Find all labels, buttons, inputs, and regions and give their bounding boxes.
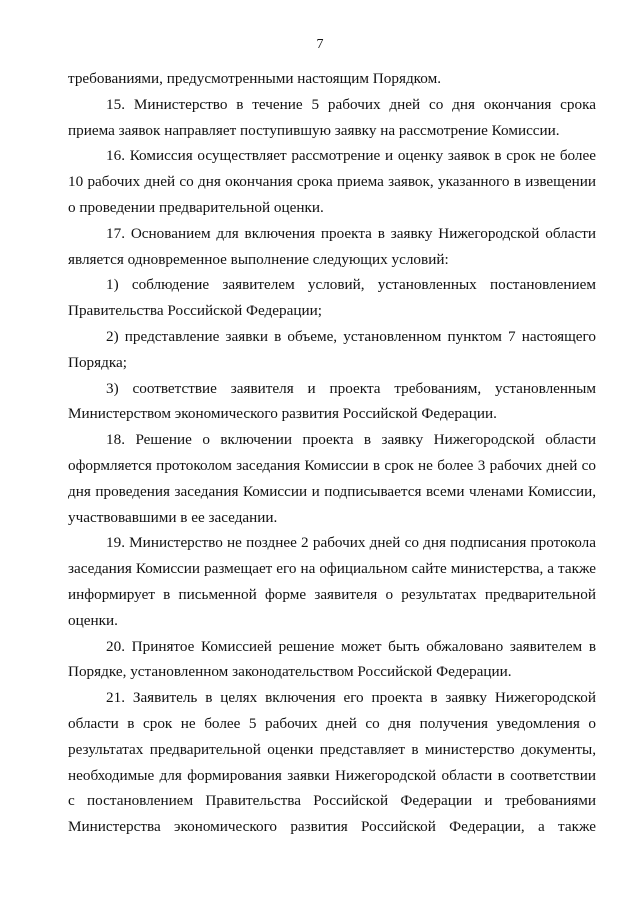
paragraph-21-line: с постановлением Правительства Российской Федерации и требованиями	[68, 792, 596, 810]
list-item-3-line: Министерством экономического развития Российской Федерации.	[68, 405, 497, 423]
paragraph-18-line: дня проведения заседания Комиссии и подписывается всеми членами Комиссии,	[68, 482, 596, 500]
paragraph-17-line: 17. Основанием для включения проекта в заявку Нижегородской области	[106, 224, 596, 242]
list-item-3-line: 3) соответствие заявителя и проекта требованиям, установленным	[106, 379, 596, 397]
document-body	[68, 66, 596, 840]
paragraph-19-line: оценки.	[68, 611, 118, 629]
paragraph-16-line: 10 рабочих дней со дня окончания срока приема заявок, указанного в извещении	[68, 173, 596, 191]
paragraph-15-line: приема заявок направляет поступившую заявку на рассмотрение Комиссии.	[68, 121, 560, 139]
paragraph-15-line: 15. Министерство в течение 5 рабочих дней со дня окончания срока	[106, 95, 596, 113]
paragraph-18-line: оформляется протоколом заседания Комиссии в срок не более 3 рабочих дней со	[68, 456, 596, 474]
paragraph-18-line: 18. Решение о включении проекта в заявку Нижегородской области	[106, 431, 596, 449]
paragraph-21-line: необходимые для формирования заявки Нижегородской области в соответствии	[68, 766, 596, 784]
paragraph-21-line: Министерства экономического развития Российской Федерации, а также	[68, 818, 596, 836]
paragraph-20-line: Порядке, установленном законодательством Российской Федерации.	[68, 663, 512, 681]
list-item-1-line: 1) соблюдение заявителем условий, установленных постановлением	[106, 276, 596, 294]
text-line: требованиями, предусмотренными настоящим Порядком.	[68, 70, 441, 87]
paragraph-19-line: информирует в письменной форме заявителя о результатах предварительной	[68, 585, 596, 603]
paragraph-19-line: 19. Министерство не позднее 2 рабочих дней со дня подписания протокола	[106, 534, 596, 552]
paragraph-16-line: 16. Комиссия осуществляет рассмотрение и оценку заявок в срок не более	[106, 147, 596, 165]
list-item-1-line: Правительства Российской Федерации;	[68, 302, 322, 320]
paragraph-17-line: является одновременное выполнение следующих условий:	[68, 250, 449, 268]
paragraph-21-line: области в срок не более 5 рабочих дней со дня получения уведомления о	[68, 714, 596, 732]
list-item-2-line: 2) представление заявки в объеме, установленном пунктом 7 настоящего	[106, 327, 596, 345]
paragraph-20-line: 20. Принятое Комиссией решение может быть обжаловано заявителем в	[106, 637, 596, 655]
paragraph-16-line: о проведении предварительной оценки.	[68, 198, 324, 216]
page-number: 7	[316, 37, 324, 52]
paragraph-21-line: 21. Заявитель в целях включения его проекта в заявку Нижегородской	[106, 689, 596, 707]
paragraph-21-line: результатах предварительной оценки представляет в министерство документы,	[68, 740, 596, 758]
paragraph-19-line: заседания Комиссии размещает его на официальном сайте министерства, а также	[68, 560, 596, 578]
paragraph-18-line: участвовавшими в ее заседании.	[68, 508, 278, 526]
list-item-2-line: Порядка;	[68, 353, 127, 371]
